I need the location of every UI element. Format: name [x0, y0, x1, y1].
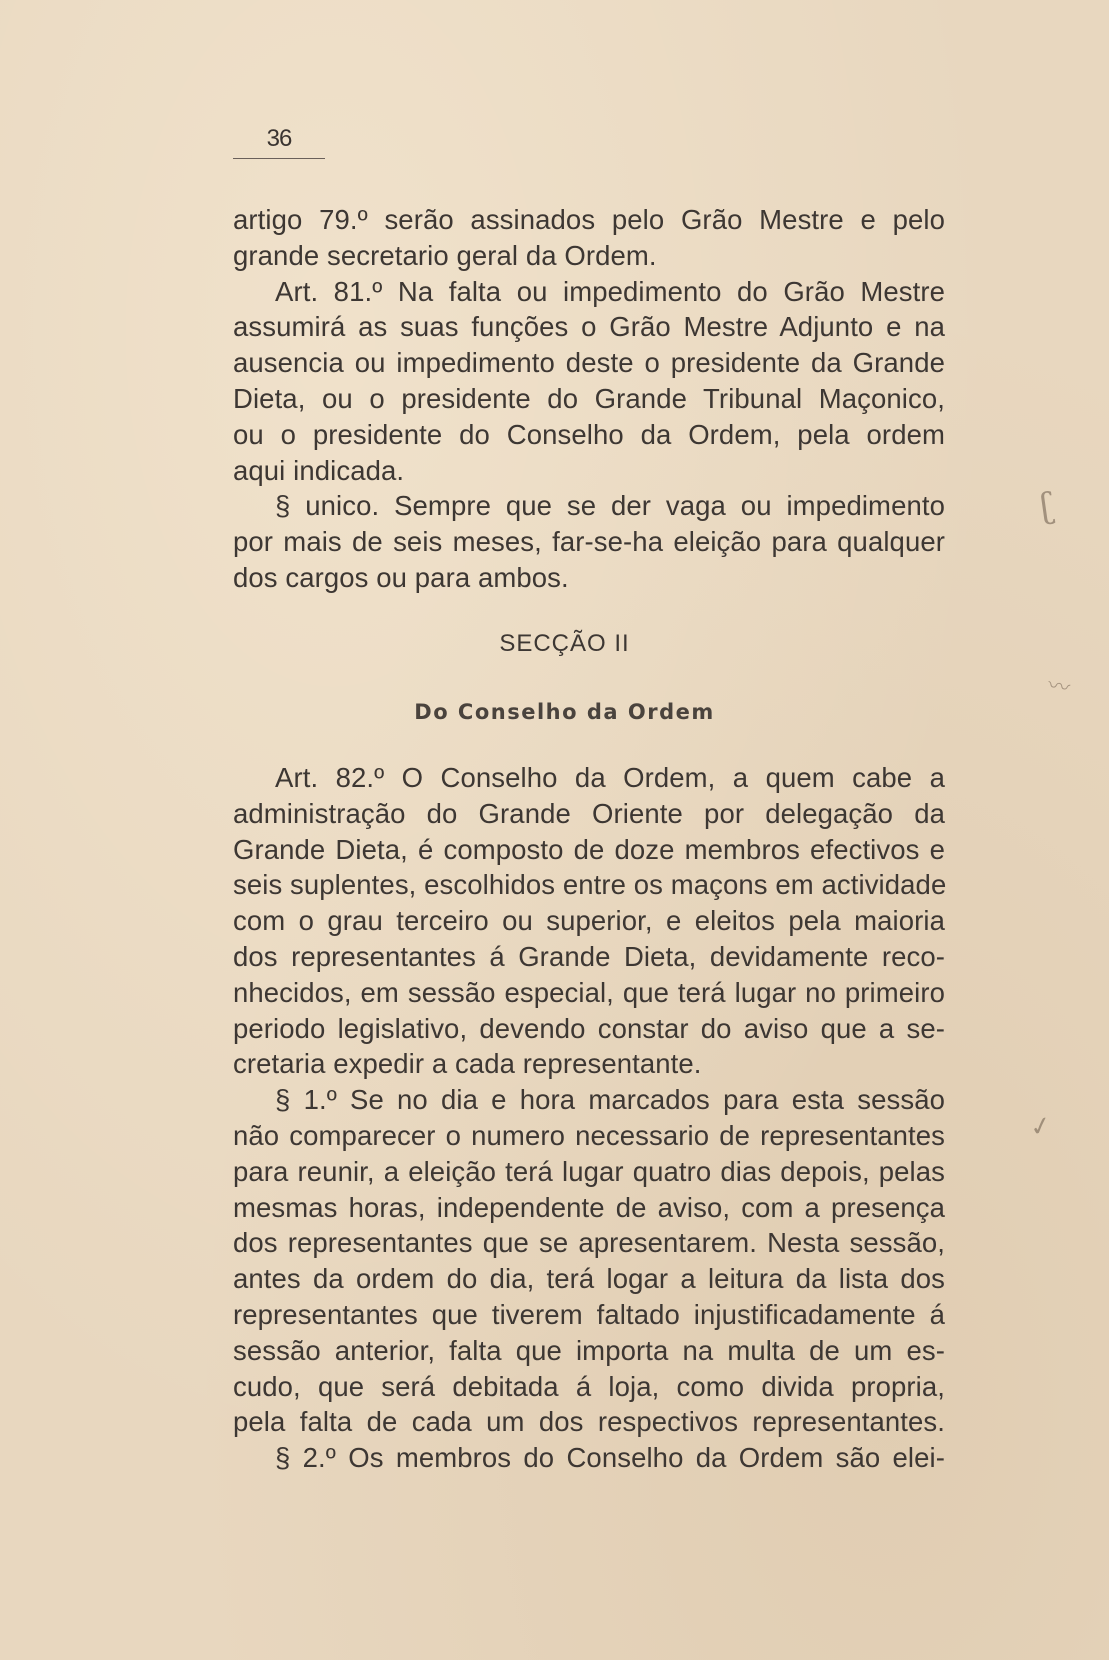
- text-line: periodo legislativo, devendo constar do aviso que a se-: [233, 1012, 945, 1044]
- text-line: nhecidos, em sessão especial, que terá lugar no primeiro: [233, 976, 945, 1008]
- text-line: artigo 79.º serão assinados pelo Grão Mestre e pelo: [233, 204, 945, 235]
- text-line: cudo, que será debitada á loja, como divida propria,: [233, 1370, 945, 1402]
- text-line: Grande Dieta, é composto de doze membros efectivos e: [233, 833, 945, 865]
- text-line: mesmas horas, independente de aviso, com a presença: [233, 1191, 945, 1223]
- paragraph-2-line: § 2.º Os membros do Conselho da Ordem são elei-: [275, 1442, 945, 1474]
- margin-scribble-icon: 〰: [1045, 673, 1072, 702]
- section-subtitle: Do Conselho da Ordem: [414, 700, 715, 724]
- text-block-article-81: [233, 202, 945, 596]
- text-line: dos cargos ou para ambos.: [233, 561, 569, 593]
- margin-scribble-icon: ✓: [1027, 1110, 1055, 1144]
- text-line: grande secretario geral da Ordem.: [233, 239, 657, 271]
- text-line: antes da ordem do dia, terá logar a leitura da lista dos: [233, 1263, 945, 1295]
- margin-scribble-icon: ʗ: [1037, 485, 1058, 527]
- text-block-article-82: [233, 760, 945, 1476]
- text-line: por mais de seis meses, far-se-ha eleição para qualquer: [233, 526, 945, 558]
- text-line: seis suplentes, escolhidos entre os maçons em actividade: [233, 869, 947, 901]
- text-line: cretaria expedir a cada representante.: [233, 1048, 702, 1080]
- text-line: Dieta, ou o presidente do Grande Tribunal Maçonico,: [233, 382, 945, 414]
- paragraph-1-line: § 1.º Se no dia e hora marcados para esta sessão: [275, 1084, 945, 1116]
- text-line: assumirá as suas funções o Grão Mestre Adjunto e na: [233, 311, 945, 343]
- paragraph-unico-line: § unico. Sempre que se der vaga ou impedimento: [275, 490, 945, 522]
- text-line: com o grau terceiro ou superior, e eleitos pela maioria: [233, 905, 945, 937]
- text-line: sessão anterior, falta que importa na multa de um es-: [233, 1334, 945, 1366]
- text-line: administração do Grande Oriente por delegação da: [233, 797, 945, 829]
- page-number: 36: [233, 126, 325, 159]
- text-line: representantes que tiverem faltado injustificadamente á: [233, 1298, 945, 1330]
- text-line: dos representantes que se apresentarem. Nesta sessão,: [233, 1227, 945, 1259]
- text-line: aqui indicada.: [233, 454, 405, 486]
- article-82-heading-line: Art. 82.º O Conselho da Ordem, a quem cabe a: [275, 762, 945, 793]
- text-line: não comparecer o numero necessario de representantes: [233, 1119, 945, 1151]
- text-line: ausencia ou impedimento deste o presidente da Grande: [233, 347, 945, 379]
- text-line: dos representantes á Grande Dieta, devidamente reco-: [233, 940, 945, 972]
- article-81-heading-line: Art. 81.º Na falta ou impedimento do Grão Mestre: [275, 275, 945, 307]
- section-title: SECÇÃO II: [499, 630, 630, 657]
- text-line: para reunir, a eleição terá lugar quatro dias depois, pelas: [233, 1155, 945, 1187]
- text-line: pela falta de cada um dos respectivos representantes.: [233, 1406, 945, 1438]
- text-line: ou o presidente do Conselho da Ordem, pela ordem: [233, 418, 945, 450]
